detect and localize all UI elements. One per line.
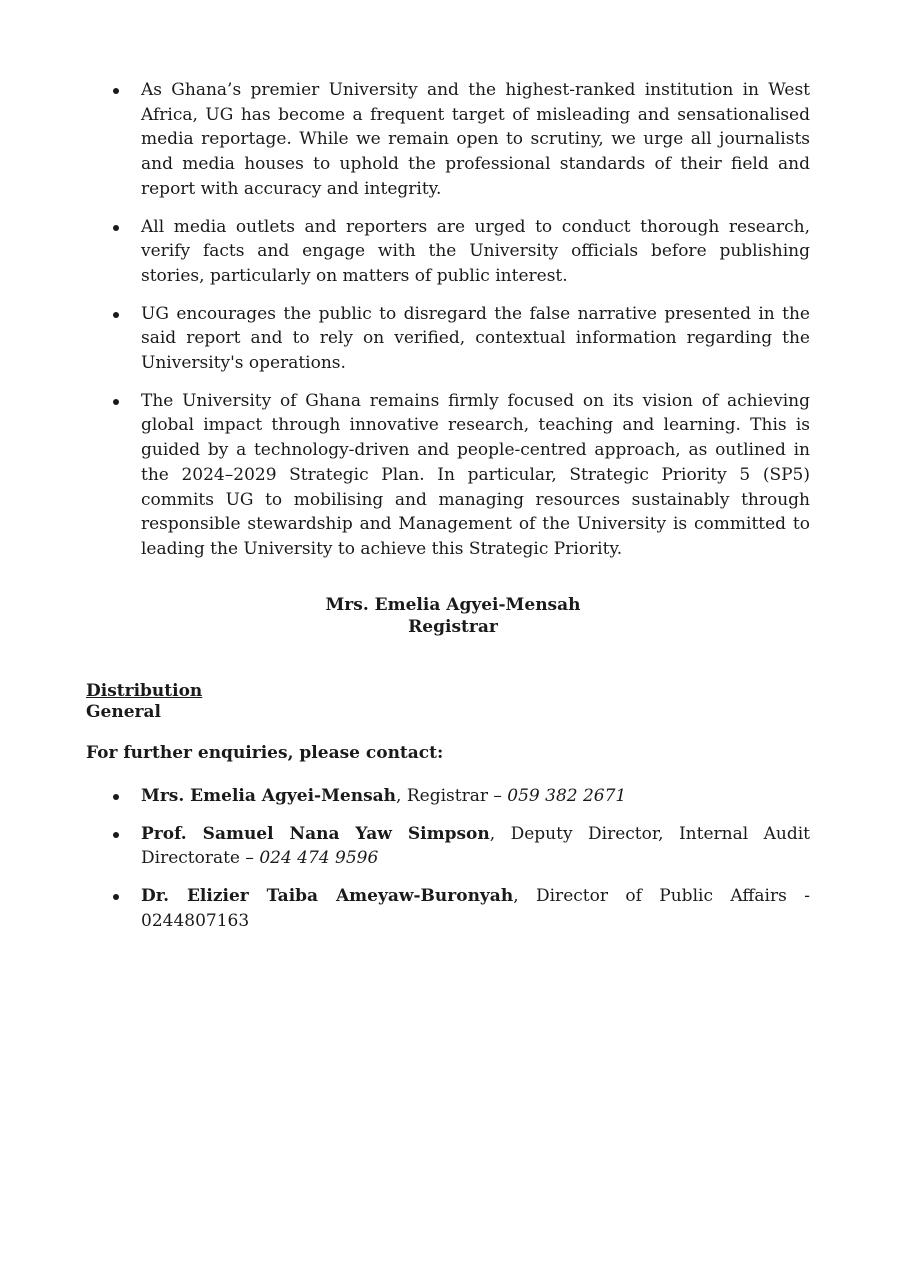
contact-item <box>86 884 810 933</box>
contact-name: Prof. Samuel Nana Yaw Simpson <box>141 823 490 844</box>
statement-bullet-text: All media outlets and reporters are urged to conduct thorough research, verify facts and engage with the University officials before publishing stories, particularly on matters of public interest. <box>141 216 810 286</box>
distribution-value: General <box>86 702 161 722</box>
contact-role: , Registrar – <box>396 786 508 806</box>
bullet-dot-icon <box>113 312 119 318</box>
contact-phone: 024 474 9596 <box>259 848 379 869</box>
contact-role: , Director of Public Affairs - <box>513 886 810 907</box>
signatory-title: Registrar <box>408 617 498 637</box>
statement-bullet-list <box>86 78 810 575</box>
contact-item <box>86 784 810 809</box>
bullet-dot-icon <box>113 88 119 94</box>
statement-bullet <box>86 302 810 376</box>
statement-bullet <box>86 78 810 202</box>
contact-name: Mrs. Emelia Agyei-Mensah <box>141 786 397 806</box>
contact-phone: 0244807163 <box>141 910 250 931</box>
statement-bullet <box>86 389 810 562</box>
contact-heading: For further enquiries, please contact: <box>86 743 444 763</box>
statement-bullet-text: As Ghana’s premier University and the highest-ranked institution in West Africa, UG has become a frequent target of misleading and sensationalised media reportage. While we remain open to scrutiny, we urge all journalists and media houses to uphold the professional standards of their field and report with accuracy and integrity. <box>141 80 810 199</box>
signatory-name: Mrs. Emelia Agyei-Mensah <box>325 595 581 615</box>
contact-name: Dr. Elizier Taiba Ameyaw-Buronyah <box>141 886 514 907</box>
bullet-dot-icon <box>113 399 119 405</box>
statement-bullet <box>86 215 810 289</box>
contact-phone: 059 382 2671 <box>507 786 627 806</box>
bullet-dot-icon <box>113 225 119 231</box>
bullet-dot-icon <box>113 894 119 900</box>
contact-role: , Deputy Director, Internal Audit Directorate – <box>141 823 810 869</box>
bullet-dot-icon <box>113 794 119 800</box>
contact-item <box>86 822 810 871</box>
distribution-heading: Distribution <box>86 681 203 701</box>
statement-bullet-text: The University of Ghana remains firmly focused on its vision of achieving global impact through innovative research, teaching and learning. This is guided by a technology-driven and people-centred approach, as outlined in the 2024–2029 Strategic Plan. In particular, Strategic Priority 5 (SP5) commits UG to mobilising and managing resources sustainably through responsible stewardship and Management of the University is committed to leading the University to achieve this Strategic Priority. <box>141 390 810 559</box>
contact-list <box>86 784 810 947</box>
bullet-dot-icon <box>113 832 119 838</box>
statement-bullet-text: UG encourages the public to disregard the false narrative presented in the said report and to rely on verified, contextual information regarding the University's operations. <box>141 303 810 374</box>
